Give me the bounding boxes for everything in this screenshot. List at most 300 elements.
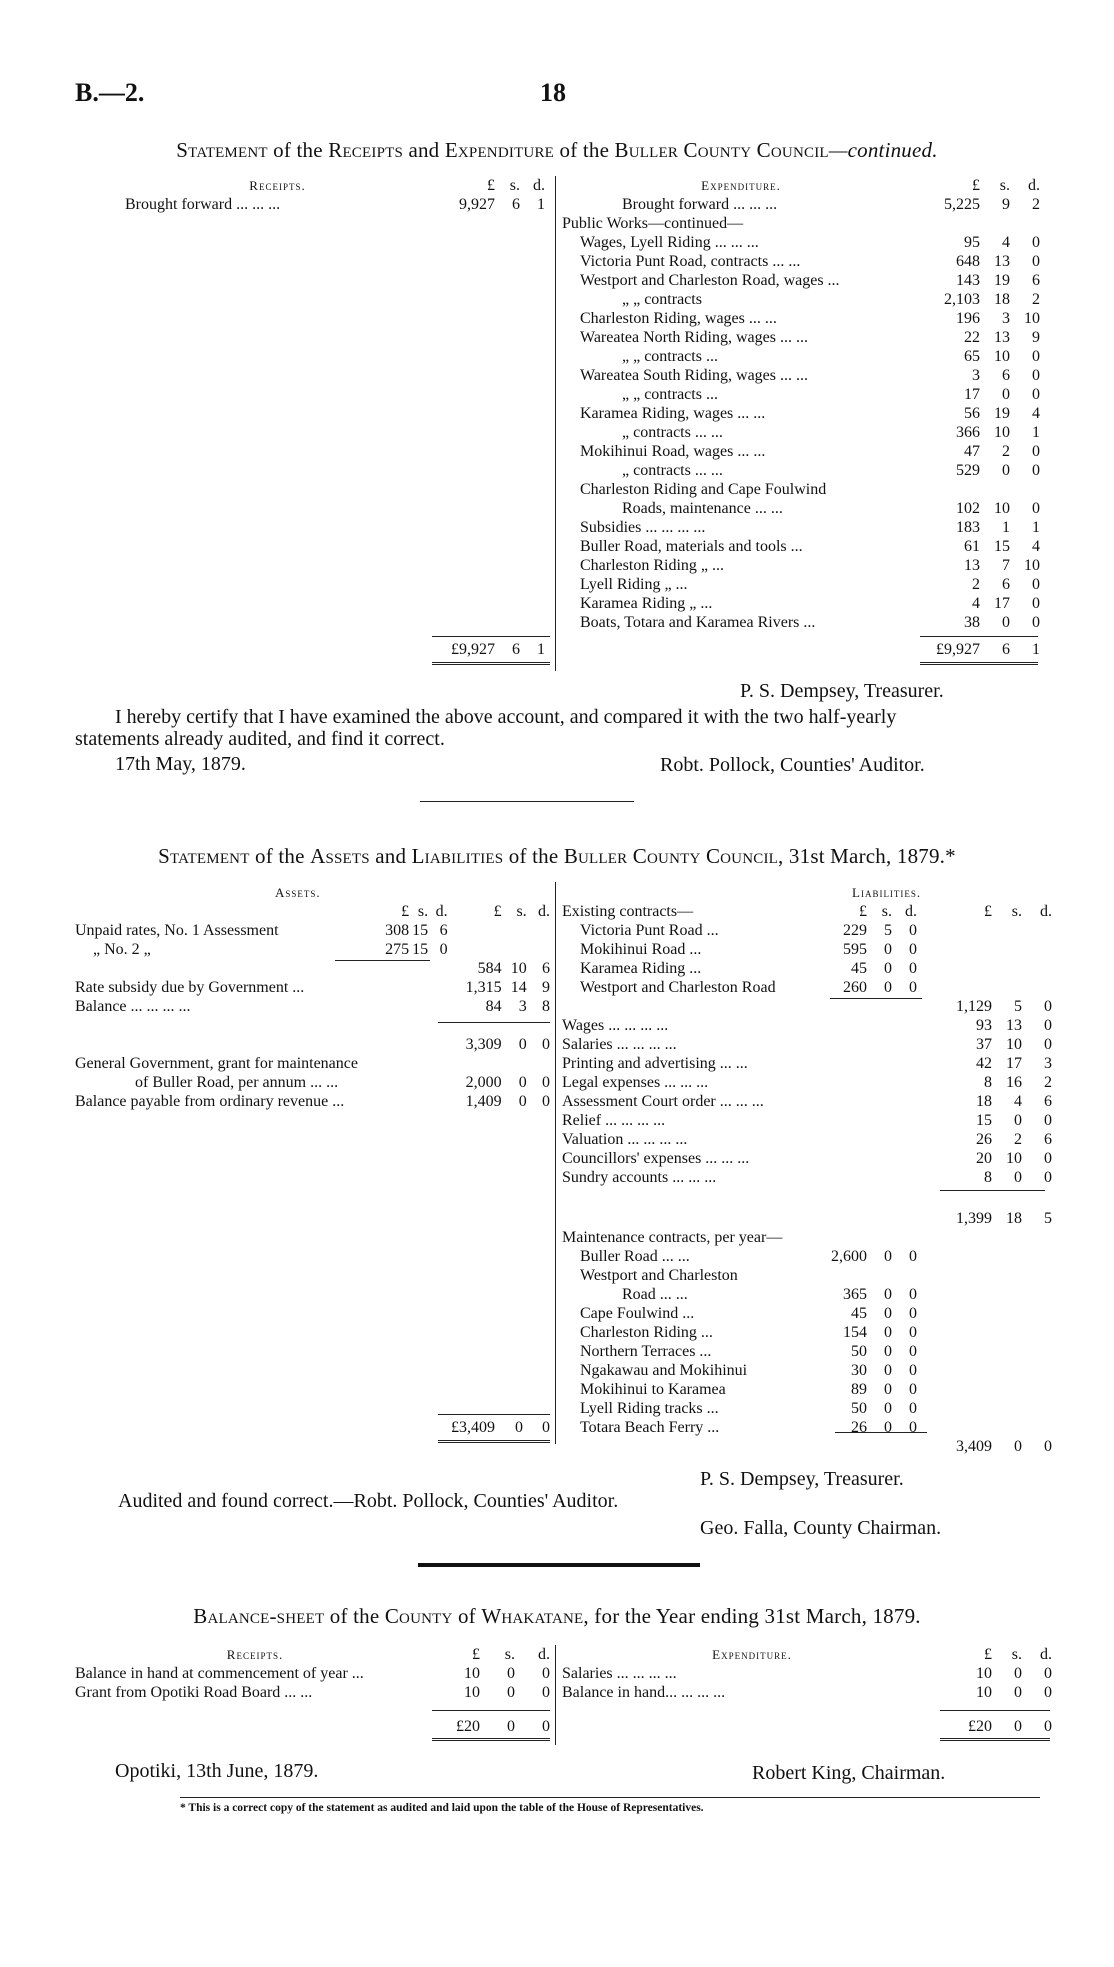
auditor-signature: Robt. Pollock, Counties' Auditor. xyxy=(660,754,925,776)
shillings: 14 xyxy=(510,979,527,996)
shillings xyxy=(409,1073,428,1092)
statement-2-title: Statement of the Assets and Liabilities of the Buller County Council, 31st March, 1879.* xyxy=(158,844,956,868)
row-label: Westport and Charleston Road, wages ... xyxy=(580,272,840,289)
shillings: 0 xyxy=(884,1343,892,1360)
whakatane-expenditure-table xyxy=(562,1645,1052,1702)
pence: 0 xyxy=(439,941,448,958)
shillings: 0 xyxy=(518,1093,527,1110)
pence: 5 xyxy=(1044,1210,1052,1227)
pounds: 45 xyxy=(851,1305,867,1322)
col-head-pence: d. xyxy=(538,903,550,920)
table-row xyxy=(75,940,550,959)
pounds: 275 xyxy=(385,941,410,958)
col-head-pence: d. xyxy=(1040,1646,1052,1663)
pounds: 196 xyxy=(956,310,980,327)
row-label: Victoria Punt Road, contracts ... ... xyxy=(580,253,801,270)
table-row xyxy=(562,1092,1052,1111)
subtotal-rule xyxy=(438,1022,550,1023)
table-row xyxy=(75,1683,550,1702)
pence: 0 xyxy=(1032,386,1040,403)
row-label: Buller Road, materials and tools ... xyxy=(580,538,803,555)
pounds: 2 xyxy=(972,576,980,593)
pence: 0 xyxy=(542,1036,550,1053)
shillings: 0 xyxy=(1014,1112,1022,1129)
table-row xyxy=(562,921,1052,940)
shillings: 15 xyxy=(412,941,429,958)
pounds: 20 xyxy=(976,1150,992,1167)
table-row xyxy=(562,1130,1052,1149)
table-row xyxy=(562,1399,1052,1418)
column-divider xyxy=(555,1645,556,1745)
pence xyxy=(428,1092,448,1111)
assets-table xyxy=(75,883,550,1111)
pounds xyxy=(920,214,980,233)
table-row xyxy=(562,252,1040,271)
pounds: 15 xyxy=(976,1112,992,1129)
pence: 0 xyxy=(1032,253,1040,270)
pence xyxy=(1010,480,1040,499)
pence: 0 xyxy=(909,941,917,958)
pounds xyxy=(358,959,409,978)
shillings: 0 xyxy=(884,979,892,996)
pence: 0 xyxy=(1044,1169,1052,1186)
pounds: 8 xyxy=(984,1074,992,1091)
table-row xyxy=(75,997,550,1016)
place-date: Opotiki, 13th June, 1879. xyxy=(115,1760,319,1782)
pounds xyxy=(358,1073,409,1092)
double-rule xyxy=(920,662,1038,665)
pounds: 365 xyxy=(843,1286,867,1303)
table-row xyxy=(562,1323,1052,1342)
shillings xyxy=(502,1016,527,1035)
row-label: Mokihinui Road ... xyxy=(580,941,702,958)
shillings: 17 xyxy=(994,595,1010,612)
pounds: 648 xyxy=(956,253,980,270)
table-row xyxy=(562,537,1040,556)
shillings: 10 xyxy=(994,348,1010,365)
shillings xyxy=(502,921,527,940)
pence xyxy=(892,1266,917,1285)
pence: 0 xyxy=(1044,1017,1052,1034)
page-number: 18 xyxy=(540,78,566,107)
shillings: 5 xyxy=(884,922,892,939)
col-head-pence: d. xyxy=(435,903,448,920)
row-label: Subsidies ... ... ... ... xyxy=(580,519,706,536)
pence xyxy=(1010,214,1040,233)
shillings: 6 xyxy=(512,196,520,213)
table-row xyxy=(562,290,1040,309)
table-row xyxy=(562,556,1040,575)
pence: 0 xyxy=(1032,595,1040,612)
table-row xyxy=(562,461,1040,480)
shillings: 19 xyxy=(994,272,1010,289)
pounds: 529 xyxy=(956,462,980,479)
shillings xyxy=(409,959,428,978)
shillings: 10 xyxy=(994,424,1010,441)
row-label: Salaries ... ... ... ... xyxy=(562,1665,677,1682)
pence: 0 xyxy=(1032,462,1040,479)
pounds xyxy=(358,1054,409,1073)
table-row xyxy=(562,1266,1052,1285)
pounds: 38 xyxy=(964,614,980,631)
shillings: 5 xyxy=(1014,998,1022,1015)
row-label: Wareatea North Riding, wages ... ... xyxy=(580,329,808,346)
pence: 0 xyxy=(909,1248,917,1265)
table-row xyxy=(75,1016,550,1035)
shillings: 0 xyxy=(1014,1684,1022,1701)
pounds: 50 xyxy=(851,1343,867,1360)
row-label: „ „ contracts ... xyxy=(622,386,718,403)
receipts-total xyxy=(125,640,545,659)
shillings: 0 xyxy=(518,1074,527,1091)
table-row xyxy=(562,978,1052,997)
shillings: 4 xyxy=(1002,234,1010,251)
pence xyxy=(527,1054,550,1073)
table-row xyxy=(562,271,1040,290)
statement-1-title: Statement of the Receipts and Expenditure of the Buller County Council—continued. xyxy=(176,138,938,162)
pounds: 595 xyxy=(843,941,867,958)
pence: 6 xyxy=(439,922,448,939)
treasurer-signature: P. S. Dempsey, Treasurer. xyxy=(700,1468,904,1490)
shillings: 0 xyxy=(884,1305,892,1322)
table-row xyxy=(562,1168,1052,1187)
table-row xyxy=(562,1209,1052,1228)
total-pounds: £20 xyxy=(968,1718,992,1735)
shillings xyxy=(409,1054,428,1073)
shillings: 6 xyxy=(1002,367,1010,384)
pence: 0 xyxy=(909,1305,917,1322)
certification-line-1: I hereby certify that I have examined the above account, and compared it with the two half-yearly xyxy=(115,706,897,728)
table-row xyxy=(75,921,550,940)
pence: 10 xyxy=(1024,557,1040,574)
shillings: 16 xyxy=(1006,1074,1022,1091)
pence xyxy=(428,1073,448,1092)
double-rule xyxy=(432,1738,550,1741)
row-label: Ngakawau and Mokihinui xyxy=(580,1362,748,1379)
pounds: 260 xyxy=(843,979,867,996)
pence: 0 xyxy=(909,922,917,939)
pence: 3 xyxy=(1044,1055,1052,1072)
shillings xyxy=(502,1054,527,1073)
table-row xyxy=(562,328,1040,347)
table-row xyxy=(562,1342,1052,1361)
liabilities-table xyxy=(562,883,1052,1456)
shillings: 4 xyxy=(1014,1093,1022,1110)
section-separator xyxy=(420,801,634,802)
total-pence: 0 xyxy=(542,1718,550,1735)
pence: 0 xyxy=(1044,1150,1052,1167)
pence: 0 xyxy=(909,1286,917,1303)
shillings: 13 xyxy=(994,253,1010,270)
assets-total xyxy=(75,1418,550,1437)
pence xyxy=(527,940,550,959)
total-rule xyxy=(940,1710,1050,1711)
table-row xyxy=(562,499,1040,518)
certification-date: 17th May, 1879. xyxy=(115,753,246,775)
col-head-pence: d. xyxy=(533,177,545,194)
pence: 6 xyxy=(1044,1093,1052,1110)
table-row xyxy=(562,1111,1052,1130)
pence: 8 xyxy=(542,998,550,1015)
total-pounds: £20 xyxy=(456,1718,480,1735)
pounds: 102 xyxy=(956,500,980,517)
pounds xyxy=(920,480,980,499)
row-label: Assessment Court order ... ... ... xyxy=(562,1093,764,1110)
pounds: 1,409 xyxy=(465,1093,502,1110)
shillings: 0 xyxy=(884,941,892,958)
col-head-pence: d. xyxy=(905,903,917,920)
row-label: „ „ contracts xyxy=(622,291,702,308)
row-label: Valuation ... ... ... ... xyxy=(562,1131,688,1148)
expenditure-table xyxy=(562,176,1040,632)
row-label: Charleston Riding, wages ... ... xyxy=(580,310,777,327)
shillings: 0 xyxy=(518,1036,527,1053)
row-label: „ „ contracts ... xyxy=(622,348,718,365)
receipts-table xyxy=(125,176,545,214)
subtotal-rule xyxy=(830,998,922,999)
pence xyxy=(428,1054,448,1073)
whakatane-expenditure-total xyxy=(562,1717,1052,1736)
col-head-shillings: s. xyxy=(504,1646,515,1663)
shillings: 0 xyxy=(884,1400,892,1417)
col-head-pounds: £ xyxy=(859,903,867,920)
col-head-shillings: s. xyxy=(999,177,1010,194)
total-shillings: 6 xyxy=(1002,641,1010,658)
pence: 0 xyxy=(1032,614,1040,631)
footnote-rule xyxy=(180,1797,1040,1798)
table-row xyxy=(562,423,1040,442)
pence: 0 xyxy=(1032,348,1040,365)
table-row xyxy=(562,1247,1052,1266)
pounds xyxy=(358,978,409,997)
shillings: 10 xyxy=(510,960,527,977)
col-head-pounds: £ xyxy=(984,1646,992,1663)
col-head-pounds: £ xyxy=(984,903,992,920)
pence: 0 xyxy=(909,1362,917,1379)
table-row xyxy=(75,1664,550,1683)
subtotal-rule xyxy=(335,960,430,961)
row-label: „ contracts ... ... xyxy=(622,424,723,441)
table-row xyxy=(562,347,1040,366)
pence xyxy=(428,959,448,978)
col-head-shillings: s. xyxy=(417,903,429,920)
footnote: * This is a correct copy of the statement as audited and laid upon the table of the House of Representatives. xyxy=(180,1802,704,1814)
table-row xyxy=(562,575,1040,594)
pounds: 26 xyxy=(851,1419,867,1436)
total-pounds: £3,409 xyxy=(451,1419,495,1436)
pence xyxy=(428,978,448,997)
shillings: 3 xyxy=(518,998,527,1015)
row-label: Salaries ... ... ... ... xyxy=(562,1036,677,1053)
row-label: Mokihinui Road, wages ... ... xyxy=(580,443,766,460)
table-row xyxy=(562,1418,1052,1437)
liabilities-heading: Liabilities. xyxy=(852,885,922,900)
pounds xyxy=(448,1016,502,1035)
row-label: Victoria Punt Road ... xyxy=(580,922,719,939)
chairman-signature: Robert King, Chairman. xyxy=(752,1762,946,1784)
shillings xyxy=(980,214,1010,233)
pence: 0 xyxy=(909,979,917,996)
pounds: 5,225 xyxy=(944,196,980,213)
row-label: Balance in hand... ... ... ... xyxy=(562,1684,726,1701)
table-row xyxy=(562,1035,1052,1054)
shillings: 19 xyxy=(994,405,1010,422)
shillings: 10 xyxy=(1006,1150,1022,1167)
col-head-pence: d. xyxy=(1040,903,1052,920)
shillings: 6 xyxy=(1002,576,1010,593)
table-row xyxy=(562,1016,1052,1035)
row-label: Roads, maintenance ... ... xyxy=(622,500,783,517)
pence: 0 xyxy=(1044,1112,1052,1129)
pence: 0 xyxy=(909,960,917,977)
row-label: of Buller Road, per annum ... ... xyxy=(135,1074,339,1091)
shillings: 15 xyxy=(994,538,1010,555)
row-label: Brought forward ... ... ... xyxy=(125,196,281,213)
table-row xyxy=(562,1304,1052,1323)
total-pence: 1 xyxy=(537,641,545,658)
shillings: 7 xyxy=(1002,557,1010,574)
pounds xyxy=(358,1092,409,1111)
total-shillings: 0 xyxy=(507,1718,515,1735)
pounds: 45 xyxy=(851,960,867,977)
pence: 0 xyxy=(909,1400,917,1417)
row-label: Relief ... ... ... ... xyxy=(562,1112,666,1129)
shillings xyxy=(409,1016,428,1035)
pence: 0 xyxy=(909,1324,917,1341)
pence: 0 xyxy=(542,1665,550,1682)
pence: 6 xyxy=(542,960,550,977)
document-reference: B.—2. xyxy=(75,78,145,107)
row-label: Westport and Charleston Road xyxy=(580,979,776,996)
shillings: 17 xyxy=(1006,1055,1022,1072)
row-label: Wareatea South Riding, wages ... ... xyxy=(580,367,808,384)
row-label xyxy=(75,959,358,978)
shillings: 0 xyxy=(884,1248,892,1265)
total-rule xyxy=(920,636,1038,637)
pounds: 4 xyxy=(972,595,980,612)
double-rule xyxy=(438,1440,550,1443)
table-row xyxy=(562,366,1040,385)
row-label: Balance ... ... ... ... xyxy=(75,998,191,1015)
shillings: 1 xyxy=(1002,519,1010,536)
pence: 6 xyxy=(1044,1131,1052,1148)
pounds: 26 xyxy=(976,1131,992,1148)
pounds: 10 xyxy=(464,1684,480,1701)
table-row xyxy=(562,442,1040,461)
total-shillings: 6 xyxy=(512,641,520,658)
pounds: 10 xyxy=(976,1665,992,1682)
table-row xyxy=(562,1683,1052,1702)
whakatane-receipts-total xyxy=(75,1717,550,1736)
shillings: 13 xyxy=(994,329,1010,346)
table-row xyxy=(562,404,1040,423)
table-row xyxy=(562,1664,1052,1683)
row-label: Karamea Riding „ ... xyxy=(580,595,713,612)
column-divider xyxy=(555,176,556,671)
table-row xyxy=(562,1149,1052,1168)
subtotal-rule xyxy=(940,1190,1045,1191)
pounds: 1,129 xyxy=(956,998,992,1015)
row-label: Rate subsidy due by Government ... xyxy=(75,979,305,996)
pounds: 56 xyxy=(964,405,980,422)
shillings: 10 xyxy=(994,500,1010,517)
shillings xyxy=(409,997,428,1016)
pounds: 84 xyxy=(485,998,502,1015)
row-label: Charleston Riding ... xyxy=(580,1324,713,1341)
shillings: 0 xyxy=(1002,614,1010,631)
pounds xyxy=(358,997,409,1016)
pounds: 366 xyxy=(956,424,980,441)
table-row xyxy=(562,1228,1052,1247)
table-row xyxy=(562,385,1040,404)
pounds: 18 xyxy=(976,1093,992,1110)
shillings: 13 xyxy=(1006,1017,1022,1034)
pence: 0 xyxy=(1032,367,1040,384)
pence: 0 xyxy=(1032,500,1040,517)
pence: 0 xyxy=(542,1684,550,1701)
shillings: 15 xyxy=(412,922,429,939)
pounds: 584 xyxy=(477,960,502,977)
row-label: Mokihinui to Karamea xyxy=(580,1381,726,1398)
row-label: „ contracts ... ... xyxy=(622,462,723,479)
row-label: Karamea Riding ... xyxy=(580,960,702,977)
table-row xyxy=(562,309,1040,328)
col-head-shillings: s. xyxy=(509,177,520,194)
table-row xyxy=(562,214,1040,233)
pounds: 10 xyxy=(976,1684,992,1701)
pence: 0 xyxy=(909,1343,917,1360)
pence: 6 xyxy=(1032,272,1040,289)
total-rule xyxy=(438,1414,550,1415)
shillings: 0 xyxy=(1002,386,1010,403)
row-label: Charleston Riding „ ... xyxy=(580,557,724,574)
col-head-shillings: s. xyxy=(516,903,527,920)
pounds xyxy=(448,921,502,940)
col-head-pounds: £ xyxy=(472,1646,480,1663)
col-head-shillings: s. xyxy=(1011,903,1022,920)
col-head-pence: d. xyxy=(1028,177,1040,194)
pence: 9 xyxy=(542,979,550,996)
pence: 0 xyxy=(1044,1665,1052,1682)
col-head-pounds: £ xyxy=(972,177,980,194)
total-pounds: £9,927 xyxy=(936,641,980,658)
pounds: 95 xyxy=(964,234,980,251)
total-rule xyxy=(432,1710,550,1711)
shillings: 0 xyxy=(884,1362,892,1379)
row-label xyxy=(75,1016,358,1035)
row-label: Brought forward ... ... ... xyxy=(622,196,778,213)
total-shillings: 0 xyxy=(1014,1718,1022,1735)
pounds: 183 xyxy=(956,519,980,536)
table-row xyxy=(562,940,1052,959)
row-label: „ No. 2 „ xyxy=(93,941,151,958)
pence xyxy=(527,921,550,940)
shillings: 0 xyxy=(884,1419,892,1436)
shillings xyxy=(867,1266,892,1285)
pounds: 9,927 xyxy=(459,196,495,213)
col-head-pounds: £ xyxy=(493,903,502,920)
row-label: Boats, Totara and Karamea Rivers ... xyxy=(580,614,816,631)
pence: 0 xyxy=(1044,998,1052,1015)
shillings: 10 xyxy=(1006,1036,1022,1053)
shillings: 0 xyxy=(507,1684,515,1701)
pounds: 42 xyxy=(976,1055,992,1072)
expenditure-total xyxy=(562,640,1040,659)
whakatane-receipts-table xyxy=(75,1645,550,1702)
pounds: 61 xyxy=(964,538,980,555)
column-divider xyxy=(555,882,556,1444)
pounds: 93 xyxy=(976,1017,992,1034)
